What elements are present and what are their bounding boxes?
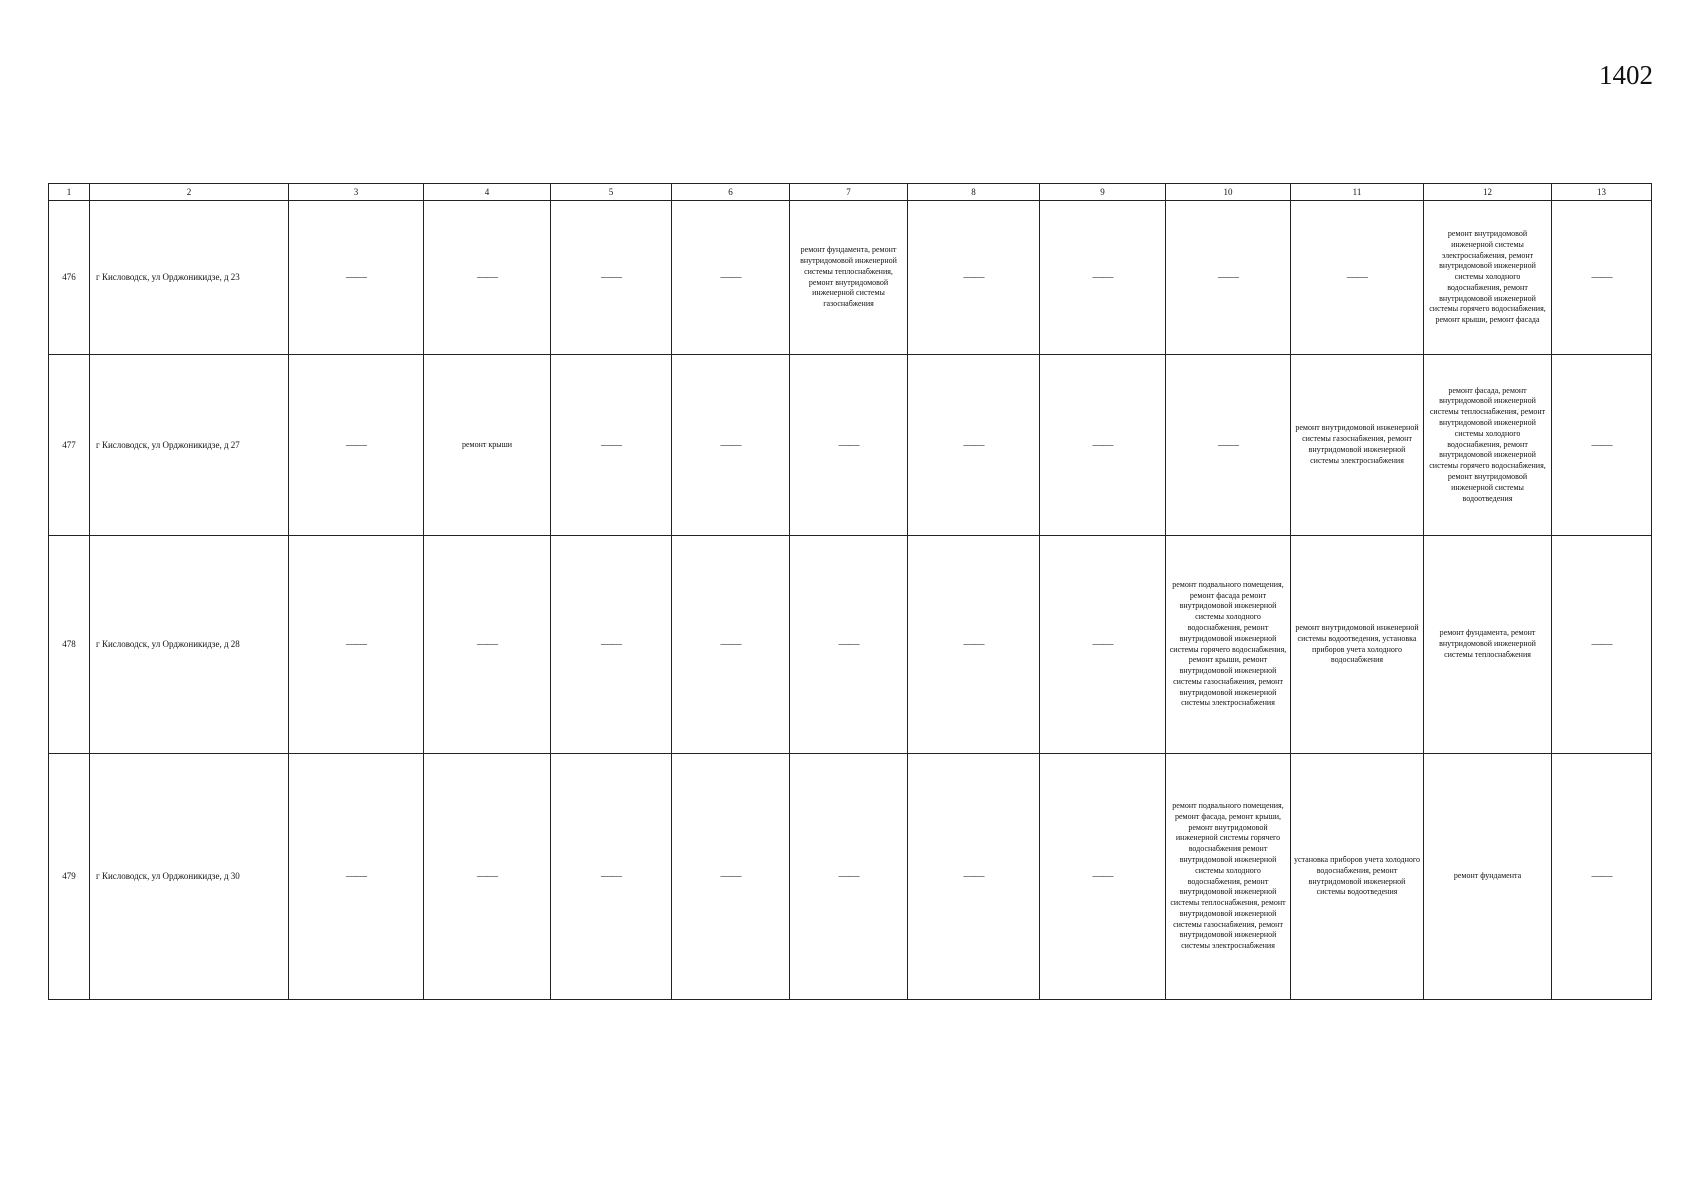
address-cell: г Кисловодск, ул Орджоникидзе, д 30 [90, 754, 289, 1000]
dash-mark: —— [838, 438, 859, 451]
dash-mark: —— [1218, 271, 1238, 284]
dash-mark: —— [346, 870, 366, 883]
table-cell: ремонт фундамента, ремонт внутридомовой инженерной системы теплоснабжения, ремонт внутридомовой инженерной системы газоснабжения [790, 201, 908, 355]
table-cell: ремонт фасада, ремонт внутридомовой инженерной системы теплоснабжения, ремонт внутридомовой инженерной системы холодного водоснабжения, ремонт внутридомовой инженерной системы горячего водоснабжения, ремонт внутридомовой инженерной системы водоотведения [1424, 355, 1552, 536]
row-number: 478 [49, 536, 90, 754]
table-cell [790, 754, 908, 1000]
dash-mark: —— [963, 438, 984, 451]
table-cell [790, 536, 908, 754]
table-cell [908, 201, 1040, 355]
column-header: 4 [424, 184, 551, 201]
dash-mark: —— [1092, 638, 1113, 651]
dash-mark: —— [720, 438, 741, 451]
table-cell [424, 201, 551, 355]
dash-mark: —— [720, 638, 741, 651]
dash-mark: —— [346, 438, 366, 451]
table-cell [1166, 355, 1291, 536]
dash-mark: —— [601, 870, 621, 883]
table-cell [1040, 536, 1166, 754]
table-cell [551, 201, 672, 355]
address-cell: г Кисловодск, ул Орджоникидзе, д 28 [90, 536, 289, 754]
dash-mark: —— [720, 870, 741, 883]
dash-mark: —— [838, 870, 859, 883]
row-number: 476 [49, 201, 90, 355]
table-row [49, 201, 1652, 355]
dash-mark: —— [601, 271, 621, 284]
dash-mark: —— [838, 638, 859, 651]
table-cell [672, 201, 790, 355]
address-cell: г Кисловодск, ул Орджоникидзе, д 27 [90, 355, 289, 536]
dash-mark: —— [477, 870, 497, 883]
table-cell [908, 754, 1040, 1000]
column-header: 12 [1424, 184, 1552, 201]
table-cell [672, 536, 790, 754]
dash-mark: —— [963, 271, 984, 284]
dash-mark: —— [1591, 870, 1612, 883]
column-header: 10 [1166, 184, 1291, 201]
table-cell [1291, 201, 1424, 355]
table-row [49, 754, 1652, 1000]
dash-mark: —— [1591, 271, 1612, 284]
dash-mark: —— [1092, 271, 1113, 284]
dash-mark: —— [601, 638, 621, 651]
table-cell [424, 536, 551, 754]
table-cell [1040, 201, 1166, 355]
dash-mark: —— [1092, 438, 1113, 451]
dash-mark: —— [1591, 438, 1612, 451]
table-cell [1040, 754, 1166, 1000]
page-number: 1402 [1599, 60, 1653, 90]
column-header: 9 [1040, 184, 1166, 201]
table-cell [289, 536, 424, 754]
capital-repair-table [48, 183, 1652, 1000]
table-cell [424, 754, 551, 1000]
dash-mark: —— [963, 638, 984, 651]
table-cell [1552, 754, 1652, 1000]
table-cell [1166, 201, 1291, 355]
table-cell [1552, 536, 1652, 754]
table-cell: ремонт внутридомовой инженерной системы электроснабжения, ремонт внутридомовой инженерной системы холодного водоснабжения, ремонт внутридомовой инженерной системы горячего водоснабжения, ремонт крыши, ремонт фасада [1424, 201, 1552, 355]
dash-mark: —— [346, 638, 366, 651]
table-cell [790, 355, 908, 536]
column-header: 7 [790, 184, 908, 201]
column-header: 3 [289, 184, 424, 201]
table-cell: ремонт подвального помещения, ремонт фасада ремонт внутридомовой инженерной системы холодного водоснабжения, ремонт внутридомовой инженерной системы горячего водоснабжения, ремонт крыши, ремонт внутридомовой инженерной системы газоснабжения, ремонт внутридомовой инженерной системы электроснабжения [1166, 536, 1291, 754]
table-row [49, 355, 1652, 536]
table-cell: установка приборов учета холодного водоснабжения, ремонт внутридомовой инженерной системы водоотведения [1291, 754, 1424, 1000]
table-cell [289, 355, 424, 536]
table-cell [289, 201, 424, 355]
dash-mark: —— [720, 271, 741, 284]
dash-mark: —— [1591, 638, 1612, 651]
table-cell: ремонт подвального помещения, ремонт фасада, ремонт крыши, ремонт внутридомовой инженерной системы горячего водоснабжения ремонт внутридомовой инженерной системы холодного водоснабжения, ремонт внутридомовой инженерной системы теплоснабжения, ремонт внутридомовой инженерной системы газоснабжения, ремонт внутридомовой инженерной системы электроснабжения [1166, 754, 1291, 1000]
table-cell [551, 355, 672, 536]
table-cell: ремонт внутридомовой инженерной системы газоснабжения, ремонт внутридомовой инженерной системы электроснабжения [1291, 355, 1424, 536]
row-number: 479 [49, 754, 90, 1000]
dash-mark: —— [963, 870, 984, 883]
dash-mark: —— [601, 438, 621, 451]
address-cell: г Кисловодск, ул Орджоникидзе, д 23 [90, 201, 289, 355]
dash-mark: —— [1347, 271, 1367, 284]
table-cell [1552, 355, 1652, 536]
table-cell [289, 754, 424, 1000]
dash-mark: —— [346, 271, 366, 284]
row-number: 477 [49, 355, 90, 536]
column-header: 2 [90, 184, 289, 201]
column-header: 11 [1291, 184, 1424, 201]
table-cell: ремонт крыши [424, 355, 551, 536]
dash-mark: —— [477, 638, 497, 651]
column-header: 5 [551, 184, 672, 201]
table-cell [672, 355, 790, 536]
table-cell [1040, 355, 1166, 536]
table-cell [908, 355, 1040, 536]
table-cell: ремонт фундамента [1424, 754, 1552, 1000]
column-number-row [49, 184, 1652, 201]
column-header: 6 [672, 184, 790, 201]
dash-mark: —— [1092, 870, 1113, 883]
table-row [49, 536, 1652, 754]
dash-mark: —— [477, 271, 497, 284]
dash-mark: —— [1218, 438, 1238, 451]
table-cell [672, 754, 790, 1000]
column-header: 13 [1552, 184, 1652, 201]
column-header: 1 [49, 184, 90, 201]
table-cell [1552, 201, 1652, 355]
table-cell: ремонт фундамента, ремонт внутридомовой инженерной системы теплоснабжения [1424, 536, 1552, 754]
table-cell: ремонт внутридомовой инженерной системы водоотведения, установка приборов учета холодного водоснабжения [1291, 536, 1424, 754]
table-cell [551, 536, 672, 754]
column-header: 8 [908, 184, 1040, 201]
table-cell [908, 536, 1040, 754]
table-cell [551, 754, 672, 1000]
